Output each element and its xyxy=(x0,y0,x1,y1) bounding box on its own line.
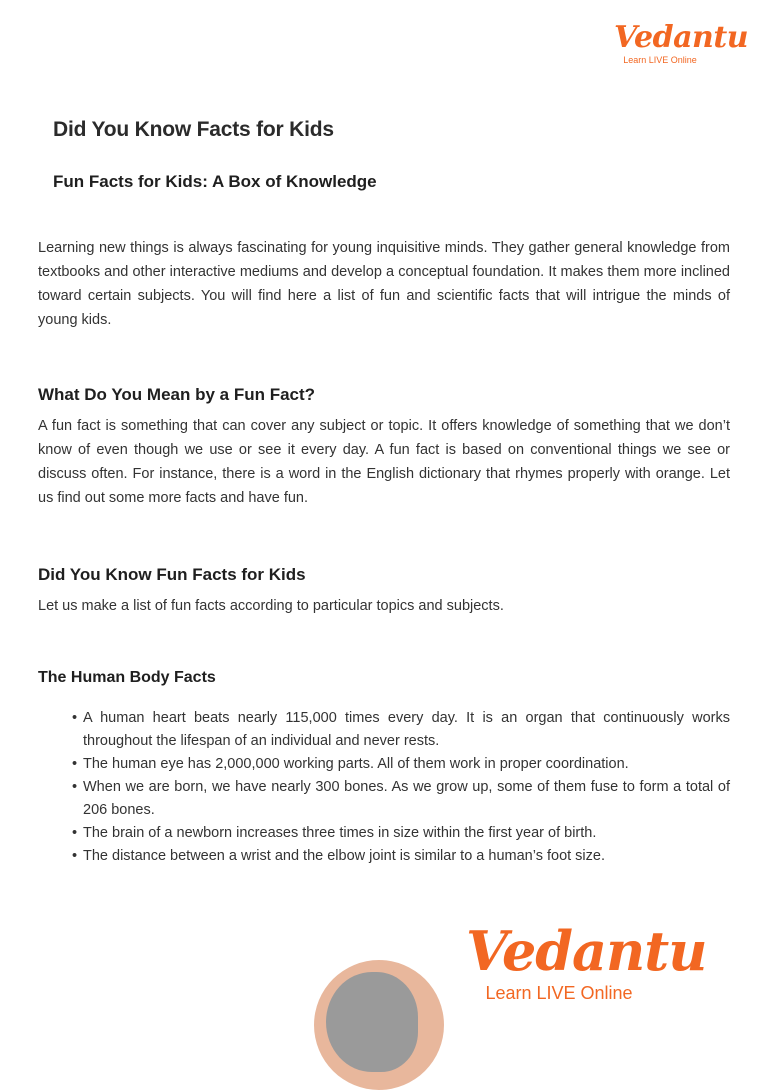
logo-brand-text: Vedantu xyxy=(614,20,749,55)
logo-tagline: Learn LIVE Online xyxy=(485,983,633,1003)
fun-fact-heading: What Do You Mean by a Fun Fact? xyxy=(38,385,316,404)
logo-tagline: Learn LIVE Online xyxy=(623,55,697,65)
logo-brand-text: Vedantu xyxy=(466,919,707,983)
list-item: • The brain of a newborn increases three times in size within the first year of birth. xyxy=(72,822,730,845)
human-body-heading: The Human Body Facts xyxy=(38,669,216,686)
did-you-know-paragraph: Let us make a list of fun facts according to particular topics and subjects. xyxy=(38,598,504,614)
page-subtitle: Fun Facts for Kids: A Box of Knowledge xyxy=(53,172,377,191)
list-item: • A human heart beats nearly 115,000 times every day. It is an organ that continuously works throughout the lifespan of an individual and never rests. xyxy=(72,707,730,753)
intro-paragraph: Learning new things is always fascinating for young inquisitive minds. They gather general knowledge from textbooks and other interactive mediums and develop a conceptual foundation. It makes them more inclined toward certain subjects. You will find here a list of fun and scientific facts that will intrigue the minds of young kids. xyxy=(38,240,730,328)
list-item: • The distance between a wrist and the elbow joint is similar to a human’s foot size. xyxy=(72,845,730,868)
vedantu-logo-footer xyxy=(466,919,707,1004)
list-item: • When we are born, we have nearly 300 bones. As we grow up, some of them fuse to form a total of 206 bones. xyxy=(72,776,730,822)
page-title: Did You Know Facts for Kids xyxy=(53,118,334,141)
list-item: • The human eye has 2,000,000 working parts. All of them work in proper coordination. xyxy=(72,753,730,776)
vedantu-logo-header xyxy=(614,20,749,66)
fun-fact-paragraph: A fun fact is something that can cover any subject or topic. It offers knowledge of something that we don’t know of even though we use or see it every day. A fun fact is based on conventional things we see or discuss often. For instance, there is a word in the English dictionary that rhymes properly with orange. Let us find out some more facts and have fun. xyxy=(38,418,730,506)
did-you-know-heading: Did You Know Fun Facts for Kids xyxy=(38,565,306,584)
human-body-facts-list xyxy=(72,707,730,868)
decorative-blob-shadow xyxy=(326,972,418,1072)
